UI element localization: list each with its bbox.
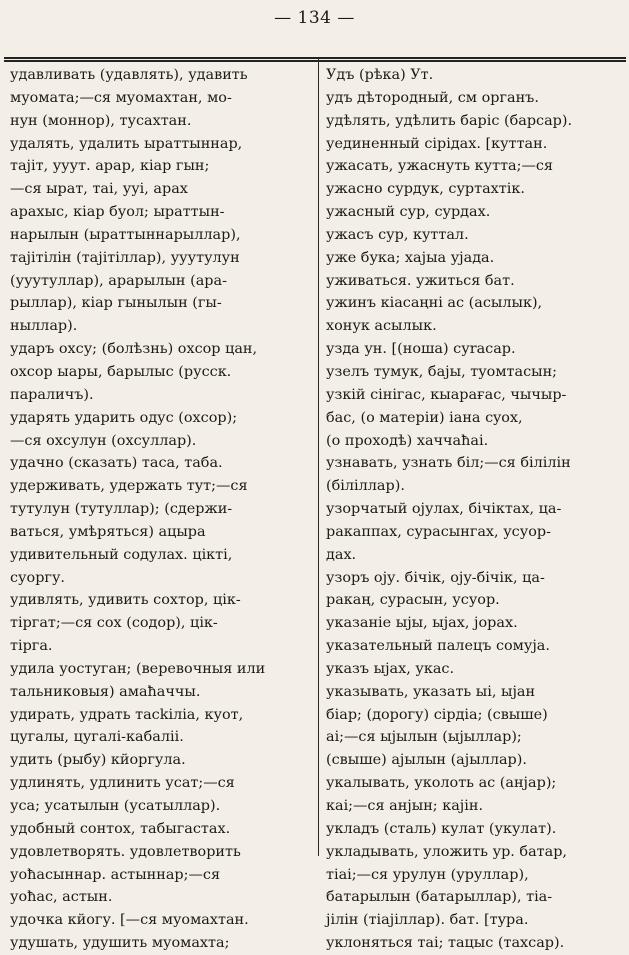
text-line: уживаться. ужиться бат.: [326, 272, 515, 289]
text-line: ужасно сурдук, суртахтік.: [326, 181, 525, 198]
header-rule-inner: [4, 60, 626, 62]
text-line: уоħасыннар. астыннар;—ся: [10, 866, 221, 883]
text-line: уединенный сірідах. [куттан.: [326, 135, 548, 152]
page-number: — 134 —: [274, 8, 355, 28]
text-line: біар; (дорогу) сірдiа; (свыше): [326, 706, 548, 723]
text-line: тајітілін (тајітіллар), ууутулун: [10, 249, 240, 266]
text-line: уклоняться таі; тацыс (тахсар).: [326, 935, 565, 952]
text-line: удалять, удалить ыраттыннар,: [10, 135, 243, 152]
text-line: батарылын (батарыллар), тiа-: [326, 889, 553, 906]
text-line: узелъ тумук, бајы, туомтасын;: [326, 363, 558, 380]
text-line: удавливать (удавлять), удавить: [10, 67, 248, 83]
text-line: тутулун (тутуллар); (сдержи-: [10, 501, 233, 518]
text-line: удачно (сказать) таса, таба.: [10, 455, 223, 472]
text-line: укладывать, уложить ур. батар,: [326, 843, 567, 860]
text-line: тiаі;—ся урулун (уруллар),: [326, 866, 529, 883]
text-line: узда ун. [(ноша) суrасар.: [326, 341, 516, 358]
text-line: узорчатый ојулах, бічiктах, ца-: [326, 501, 562, 518]
text-line: удирать, удрать тасkіліа, куот,: [10, 706, 244, 723]
text-line: јілiн (тiајiллар). бат. [тура.: [326, 912, 529, 929]
text-line: удѣлять, удѣлить барiс (барсар).: [326, 112, 573, 129]
text-line: удивлять, удивить сохтор, цік-: [10, 592, 241, 609]
text-line: (о проходѣ) хаччаħаі.: [326, 432, 489, 449]
column-divider: [318, 59, 319, 856]
text-line: (свыше) ајылын (ајыллар).: [326, 752, 527, 769]
right-column: [326, 64, 624, 955]
text-line: нарылын (ыраттыннарыллар),: [10, 226, 241, 243]
text-line: удъ дѣтородный, см органъ.: [326, 89, 539, 106]
text-line: арахыс, кіар буол; ыраттын-: [10, 204, 225, 221]
text-line: рыллар), кіар гынылын (гы-: [10, 295, 222, 312]
text-line: удить (рыбу) кйоргула.: [10, 752, 186, 769]
text-line: уоħас, астын.: [10, 889, 113, 906]
text-line: муомата;—ся муомахтан, мо-: [10, 89, 232, 106]
header-rule: [4, 57, 626, 59]
text-line: указательный палецъ сомуја.: [326, 638, 550, 655]
text-line: охсор ыары, барылыс (русск.: [10, 363, 232, 380]
text-line: ударять ударить одус (охсор);: [10, 409, 238, 426]
text-line: удочка кйогу. [—ся муомахтан.: [10, 912, 249, 929]
text-line: аі;—ся ыјылын (ыјыллар);: [326, 729, 522, 746]
left-column: [10, 64, 310, 955]
text-line: —ся охсулун (охсуллар).: [10, 432, 197, 449]
text-line: ужасъ сур, куттал.: [326, 226, 469, 243]
text-line: удобный сонтох, табыгастах.: [10, 820, 231, 837]
text-line: ракаң, сурасын, усуор.: [326, 592, 500, 609]
text-line: цугалы, цугалі-кабаліі.: [10, 729, 184, 746]
text-line: тіргат;—ся сох (содор), цік-: [10, 615, 218, 632]
text-line: ударъ охсу; (болѣзнь) охсор цан,: [10, 341, 258, 358]
text-line: удовлетворять. удовлетворить: [10, 843, 241, 860]
text-line: указъ ыјах, укас.: [326, 660, 455, 677]
text-line: Удъ (рѣка) Ут.: [326, 67, 434, 83]
text-line: узнавать, узнать біл;—ся білiлiн: [326, 455, 571, 472]
text-line: ныллар).: [10, 318, 78, 335]
text-line: —ся ырат, таі, ууі, арах: [10, 181, 188, 198]
text-line: указывать, указать ыі, ыjан: [326, 683, 536, 700]
text-line: уса; усатылын (усатыллар).: [10, 798, 221, 814]
text-line: ужинъ кіасаңнi ас (асылык),: [326, 295, 543, 312]
text-line: удивительный содулах. цікті,: [10, 546, 233, 563]
text-line: (ууутуллар), арарылын (ара-: [10, 272, 227, 289]
text-line: тіргa.: [10, 638, 53, 655]
text-line: ужасать, ужаснуть кутта;—ся: [326, 158, 553, 175]
text-line: удерживать, удержать тут;—ся: [10, 478, 248, 495]
text-line: узкiй сінігас, кыарағас, чычыр-: [326, 386, 567, 403]
text-line: тальниковыя) амаħаччы.: [10, 683, 201, 700]
text-line: указанiе ыјы, ыјах, јорах.: [326, 615, 518, 632]
text-line: параличъ).: [10, 386, 94, 403]
text-line: ваться, умѣряться) ацыра: [10, 523, 206, 540]
text-line: ракаппах, сурасынгах, усуор-: [326, 523, 551, 540]
text-line: тајіт, ууут. арар, кіар гын;: [10, 158, 210, 175]
text-line: узоръ оју. бічiк, оју-бічiк, ца-: [326, 569, 545, 586]
text-line: укалывать, уколоть ас (анјар);: [326, 775, 557, 792]
text-line: укладъ (сталь) кулат (укулат).: [326, 820, 557, 837]
text-line: (біліллар).: [326, 478, 405, 495]
text-line: хонук асылык.: [326, 318, 437, 335]
text-line: бас, (о матерiи) iана сyox,: [326, 409, 523, 426]
text-line: нун (моннор), тусахтан.: [10, 112, 192, 129]
text-line: каі;—ся анјын; кајiн.: [326, 798, 484, 814]
text-line: ужасный сур, сурдах.: [326, 204, 491, 221]
text-line: удушать, удушить муомахта;: [10, 935, 230, 952]
text-line: удлинять, удлинить усат;—ся: [10, 775, 235, 792]
text-line: дах.: [326, 546, 357, 563]
text-line: суоргу.: [10, 569, 65, 586]
text-line: удила уостуган; (веревочныя или: [10, 660, 266, 677]
text-line: уже бука; хајыа ујада.: [326, 249, 495, 266]
